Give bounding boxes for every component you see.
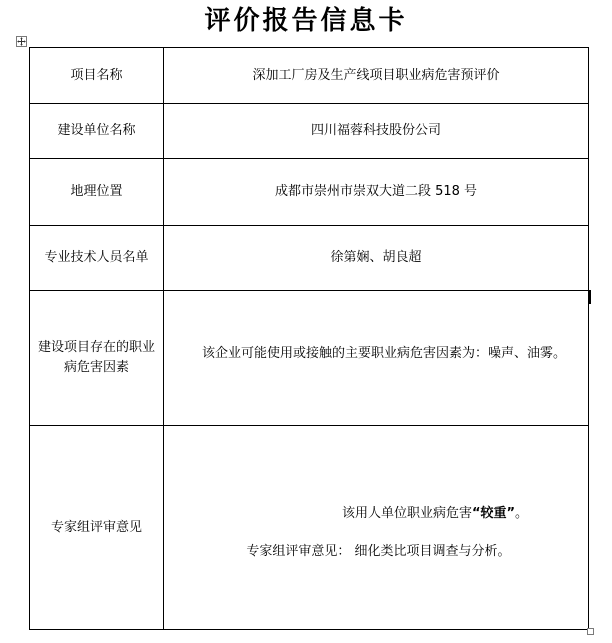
hazard-factors-text: 该企业可能使用或接触的主要职业病危害因素为：噪声、油雾。 xyxy=(202,346,567,361)
staff-list-label: 专业技术人员名单 xyxy=(30,226,164,291)
hazard-factors-label xyxy=(30,291,164,426)
builder-name-value[interactable]: 四川福蓉科技股份公司 xyxy=(164,104,589,159)
expert-opinion-label: 专家组评审意见 xyxy=(30,426,164,630)
hazard-level-prefix: 该用人单位职业病危害 xyxy=(341,505,472,521)
staff-list-value[interactable]: 徐第娴、胡良超 xyxy=(164,226,589,291)
expert-opinion-value[interactable] xyxy=(164,426,589,630)
project-name-value[interactable]: 深加工厂房及生产线项目职业病危害预评价 xyxy=(164,48,589,104)
location-label: 地理位置 xyxy=(30,159,164,226)
location-value[interactable]: 成都市崇州市崇双大道二段 518 号 xyxy=(164,159,589,226)
card-title: 评价报告信息卡 xyxy=(204,6,408,36)
builder-name-label: 建设单位名称 xyxy=(30,104,164,159)
table-row xyxy=(30,426,589,630)
hazard-level-suffix: 。 xyxy=(515,505,529,521)
table-row xyxy=(30,291,589,426)
hazard-factors-value[interactable] xyxy=(164,291,589,426)
table-row xyxy=(30,48,589,104)
hazard-factors-label-text: 建设项目存在的职业病危害因素 xyxy=(37,340,155,375)
hazard-level-statement xyxy=(168,504,584,524)
table-row xyxy=(30,159,589,226)
info-card-table xyxy=(29,47,589,630)
hazard-level-emphasis: “较重” xyxy=(471,505,516,521)
table-move-handle-icon[interactable] xyxy=(16,36,27,47)
expert-opinion-text: 专家组评审意见： 细化类比项目调查与分析。 xyxy=(246,543,511,559)
project-name-label: 项目名称 xyxy=(30,48,164,104)
table-resize-handle-icon[interactable] xyxy=(587,628,594,635)
table-row xyxy=(30,226,589,291)
text-cursor-icon xyxy=(589,290,591,304)
table-row xyxy=(30,104,589,159)
